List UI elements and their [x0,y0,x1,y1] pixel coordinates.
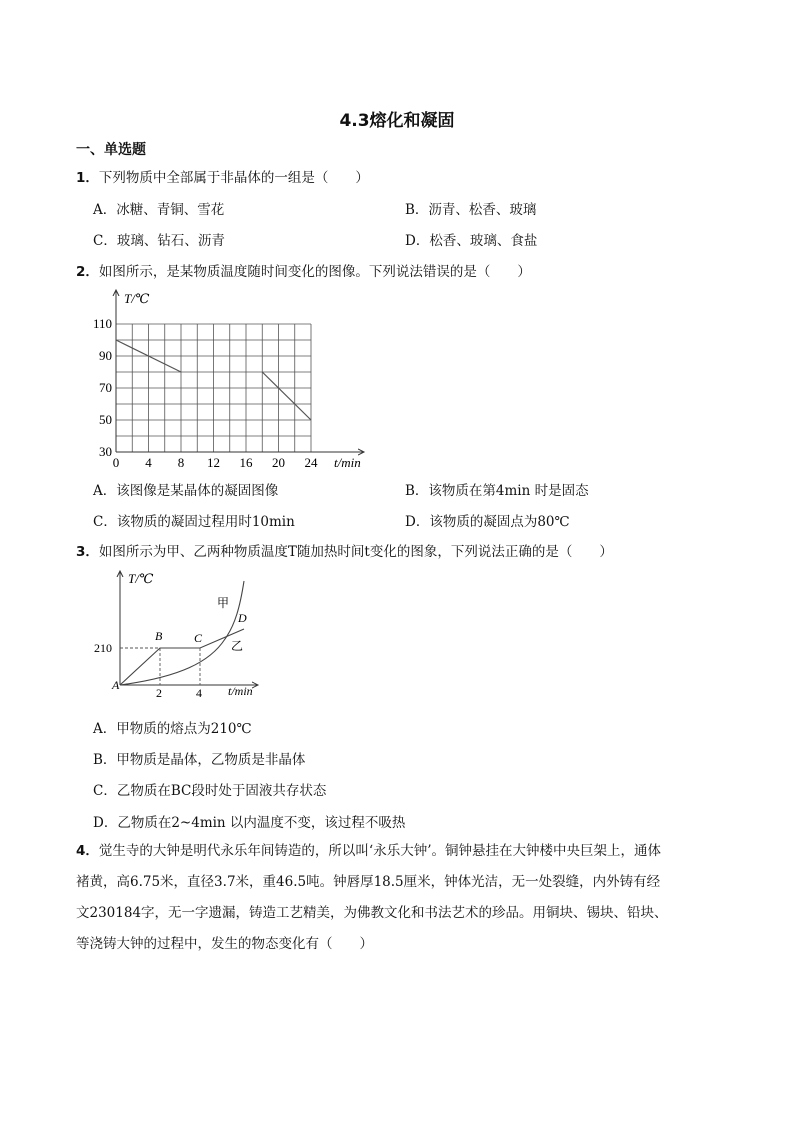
q1-option-b: B．沥青、松香、玻璃 [405,202,537,218]
y-tick-label: 70 [99,380,112,395]
x-tick-label: 20 [272,455,285,470]
x-tick-label: 8 [177,455,185,470]
section-heading: 一、单选题 [76,142,146,158]
x-tick-label: 0 [112,455,120,470]
question-number: 1． [76,170,99,186]
x-tick-label: 4 [145,455,152,470]
q2-option-c: C．该物质的凝固过程用时10min [93,514,295,530]
question-number: 4． [76,843,99,859]
question-4-line: 文230184字，无一字遗漏，铸造工艺精美，为佛教文化和书法艺术的珍品。用铜块、锡块、铅块、 [76,905,668,921]
series-line-2 [262,372,311,420]
y-tick-label: 50 [99,412,112,427]
y-tick-label: 210 [94,641,112,655]
x-axis-label: t/min [228,684,253,698]
point-label-d: D [238,611,247,625]
x-tick-label: 12 [207,455,220,470]
x-tick-label: 24 [304,455,318,470]
q3-option-c: C．乙物质在BC段时处于固液共存状态 [93,783,327,799]
q2-option-a: A．该图像是某晶体的凝固图像 [93,483,279,499]
series-label-jia: 甲 [217,596,230,610]
page-title: 4.3熔化和凝固 [339,111,455,131]
q1-option-d: D．松香、玻璃、食盐 [405,233,538,249]
y-axis-label: T/℃ [128,571,154,586]
y-tick-labels [93,316,112,459]
q2-chart [88,284,378,474]
series-yi-line [120,629,244,685]
question-1 [76,166,369,186]
question-4-line: 褚黄，高6.75米，直径3.7米，重46.5吨。钟唇厚18.5厘米，钟体光洁，无一处裂缝，内外铸有经 [76,874,661,890]
x-tick-label: 4 [196,686,202,700]
x-tick-label: 16 [239,455,253,470]
question-stem: 如图所示，是某物质温度随时间变化的图像。下列说法错误的是（ ） [98,264,531,280]
q3-chart [94,567,280,707]
q1-option-a: A．冰糖、青铜、雪花 [93,202,225,218]
chart-grid [116,324,311,452]
y-tick-label: 90 [99,348,112,363]
q3-option-b: B．甲物质是晶体，乙物质是非晶体 [93,752,306,768]
q3-option-d: D．乙物质在2~4min 以内温度不变，该过程不吸热 [93,815,406,831]
question-4 [76,836,721,960]
x-axis-label: t/min [334,455,361,470]
question-number: 3． [76,544,99,560]
x-tick-label: 2 [156,686,162,700]
point-label-c: C [194,631,203,645]
series-label-yi: 乙 [231,639,244,653]
question-4-line: 4．觉生寺的大钟是明代永乐年间铸造的，所以叫‘永乐大钟’。铜钟悬挂在大钟楼中央巨架上，通体 [76,843,661,859]
y-tick-label: 110 [92,316,112,331]
question-4-line: 等浇铸大钟的过程中，发生的物态变化有（ ） [76,936,373,952]
y-tick-label: 30 [99,444,112,459]
point-label-b: B [155,629,163,643]
question-2 [76,260,531,280]
q3-option-a: A．甲物质的熔点为210℃ [93,721,252,737]
y-axis-label: T/℃ [124,291,150,306]
x-tick-labels [113,455,318,470]
question-stem: 下列物质中全部属于非晶体的一组是（ ） [98,170,369,186]
question-number: 2． [76,264,99,280]
q1-option-c: C．玻璃、钻石、沥青 [93,233,225,249]
q2-option-d: D．该物质的凝固点为80℃ [405,514,570,530]
question-3 [76,540,613,560]
point-label-a: A [112,678,120,692]
question-stem: 如图所示为甲、乙两种物质温度T随加热时间t变化的图象，下列说法正确的是（ ） [98,544,613,560]
q2-option-b: B．该物质在第4min 时是固态 [405,483,589,499]
